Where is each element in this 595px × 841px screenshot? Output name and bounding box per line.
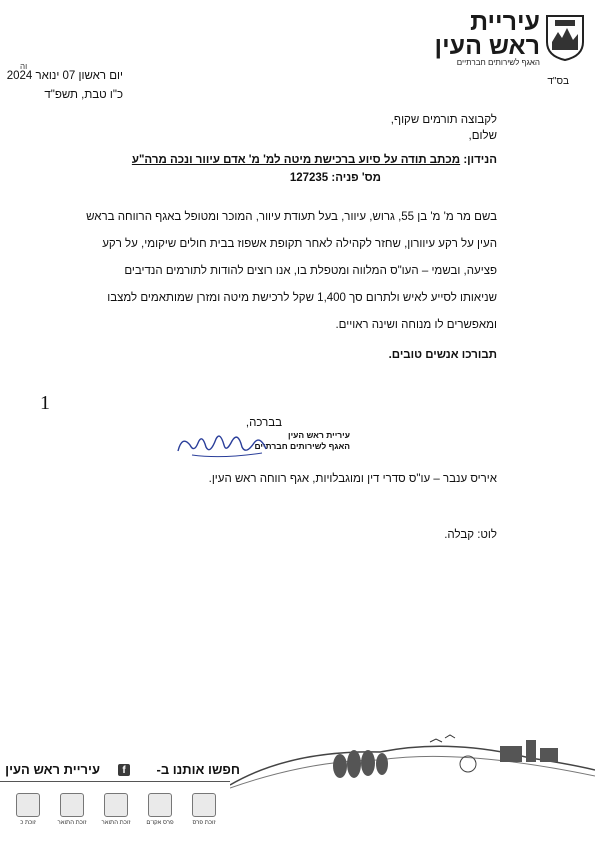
org-logo-text <box>410 10 540 58</box>
city-skyline-illustration <box>230 730 595 790</box>
award-badge <box>184 793 224 826</box>
footer-city-name: עיריית ראש העין <box>5 762 100 777</box>
org-name-line2: ראש העין <box>434 32 540 60</box>
body-line-1: בשם מר מ' מ' בן 55, גרוש, עיוור, בעל תעודת עיוור, המוכר ומטופל באגף הרווחה בראש <box>86 211 497 223</box>
award-badge-label: פרס אקו"ם <box>146 820 174 826</box>
chart-icon <box>16 793 40 817</box>
stamp-line-2: האגף לשירותים חברתיים <box>254 441 350 451</box>
gregorian-date: יום ראשון 07 ינואר 2024 <box>6 70 123 82</box>
body-line-3: פציעה, ובשמי – העו"ס המלווה ומטפלת בו, אנו רוצים להודות לתורמים הנדיבים <box>124 265 497 277</box>
footer-divider <box>0 781 230 782</box>
org-name-line1: עיריית <box>470 8 540 36</box>
greeting-line: שלום, <box>468 130 497 142</box>
city-crest-icon <box>543 12 587 62</box>
subject-prefix: הנידון: <box>463 154 497 166</box>
award-badges <box>8 793 228 833</box>
regards-line: בברכה, <box>245 417 282 429</box>
award-badge <box>52 793 92 826</box>
award-badge <box>8 793 48 826</box>
body-line-5: ומאפשרים לו מנוחה ושינה ראויים. <box>335 319 497 331</box>
award-badge-label: זוכת התואר <box>101 820 131 826</box>
signer-line: איריס ענבר – עו"ס סדרי דין ומוגבלויות, אגף רווחה ראש העין. <box>208 473 497 485</box>
award-badge-label: זוכת התואר <box>57 820 87 826</box>
body-line-2: העין על רקע עיוורון, שחזר לקהילה לאחר תקופת אשפוז בבית חולים שיקומי, על רקע <box>102 238 497 250</box>
recipient-line: לקבוצה תורמים שקוף, <box>390 114 497 126</box>
bsd-mark: בס"ד <box>547 76 569 87</box>
award-badge-label: זוכת פרס <box>192 820 216 826</box>
subject-line <box>132 154 497 166</box>
hands-icon <box>60 793 84 817</box>
stamp-line-1: עיריית ראש העין <box>288 430 350 440</box>
facebook-icon[interactable]: f <box>118 764 130 776</box>
book-icon <box>192 793 216 817</box>
award-badge-label: זוכת כ <box>20 820 36 826</box>
award-badge <box>140 793 180 826</box>
body-line-4: שניאותו לסייע לאיש ולתרום סך 1,400 שקל לרכישת מיטה ומזרן שמותאמים למצבו <box>107 292 497 304</box>
reference-number: מס' פניה: 127235 <box>289 172 381 184</box>
people-icon <box>104 793 128 817</box>
c-icon <box>148 793 172 817</box>
handwritten-signature <box>172 425 272 463</box>
blessing-line: תבורכו אנשים טובים. <box>388 349 497 361</box>
subject-text: מכתב תודה על סיוע ברכישת מיטה למ' מ' אדם עיוור ונכה מרה"ע <box>131 154 461 166</box>
award-badge <box>96 793 136 826</box>
page-number: 1 <box>40 392 50 414</box>
footer-slogan: חפשו אותנו ב- <box>156 762 240 777</box>
attachment-line: לוט: קבלה. <box>444 529 497 541</box>
hebrew-date: כ"ו טבת, תשפ"ד <box>44 89 123 101</box>
document-code: וה <box>20 62 28 71</box>
department-name: האגף לשירותים חברתיים <box>456 58 540 67</box>
